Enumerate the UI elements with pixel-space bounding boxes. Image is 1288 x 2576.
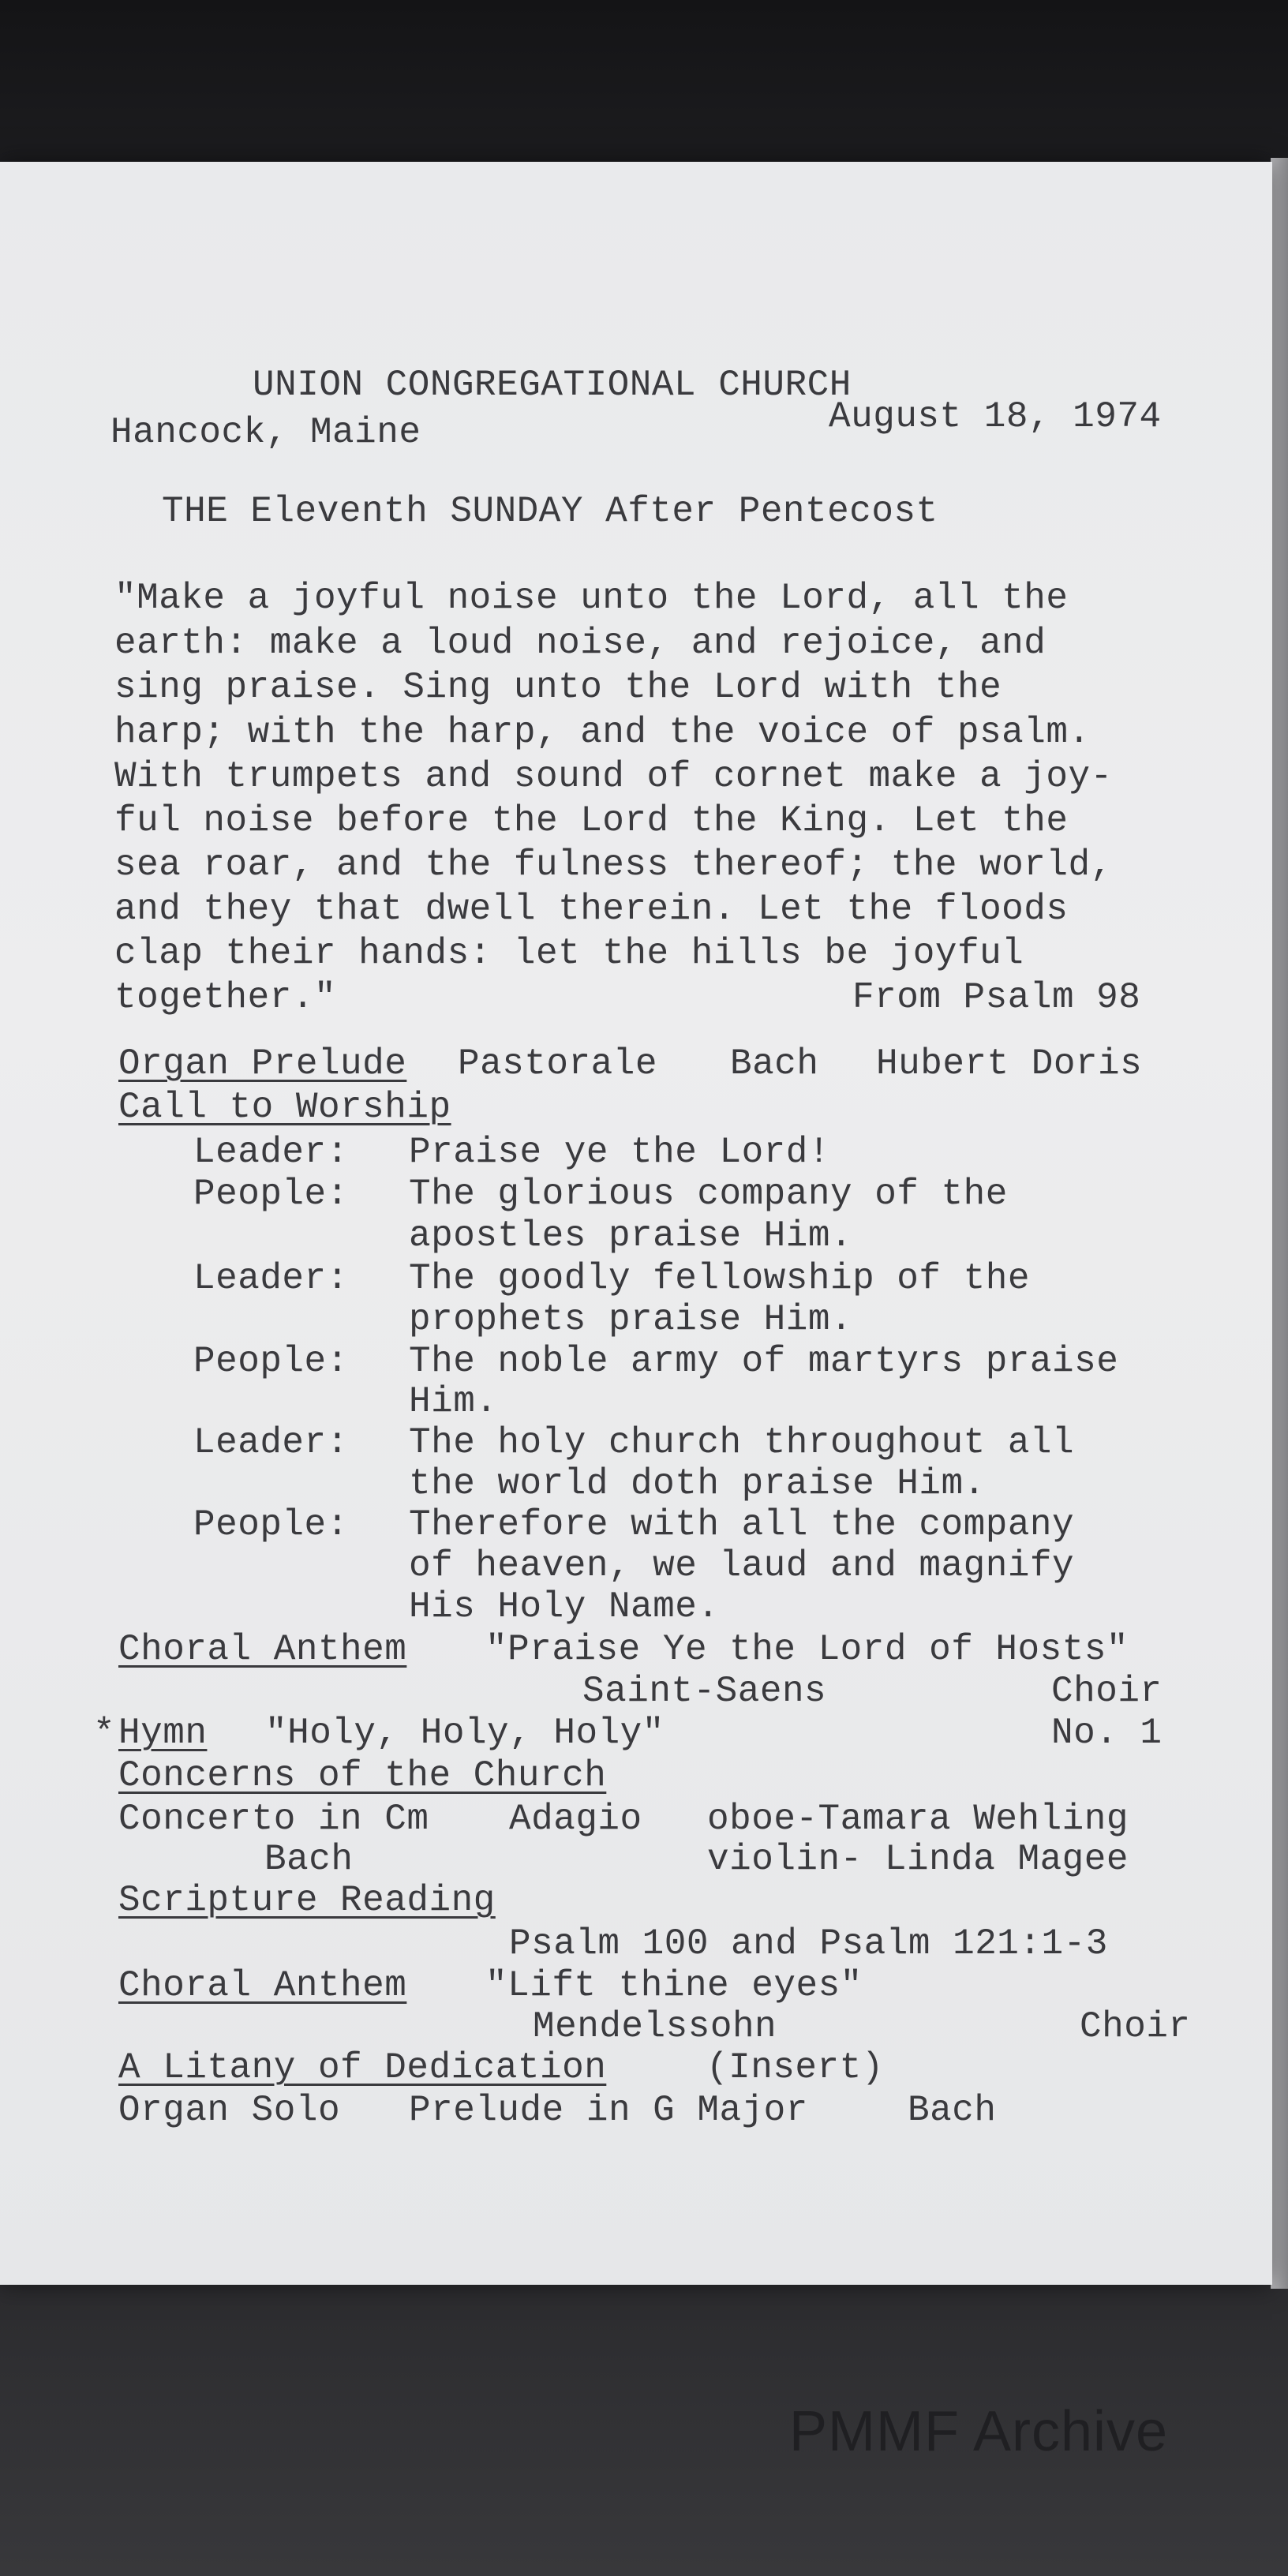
anthem1-performer: Choir: [1051, 1671, 1163, 1712]
epigraph-line: and they that dwell therein. Let the floods: [114, 889, 1069, 930]
hymn-marker: *: [93, 1713, 116, 1754]
response-line: apostles praise Him.: [409, 1215, 853, 1256]
litany-note: (Insert): [706, 2047, 884, 2088]
response-line: The glorious company of the: [409, 1174, 1008, 1215]
epigraph-line: With trumpets and sound of cornet make a joy-: [114, 756, 1113, 797]
litany-label: A Litany of Dedication: [118, 2047, 607, 2088]
prelude-composer: Bach: [730, 1043, 819, 1084]
response-line: prophets praise Him.: [409, 1299, 853, 1340]
epigraph-line: earth: make a loud noise, and rejoice, and: [114, 623, 1046, 664]
church-location: Hancock, Maine: [110, 412, 421, 453]
epigraph-line: sing praise. Sing unto the Lord with the: [114, 667, 1002, 708]
anthem2-composer: Mendelssohn: [533, 2006, 777, 2047]
hymn-label: Hymn: [118, 1713, 208, 1754]
scripture-label: Scripture Reading: [118, 1880, 496, 1921]
concerto-title: Concerto in Cm: [118, 1799, 429, 1840]
speaker-label: People:: [193, 1504, 349, 1545]
concerto-oboe: oboe-Tamara Wehling: [707, 1799, 1129, 1840]
epigraph-line: ful noise before the Lord the King. Let the: [114, 800, 1069, 841]
hymn-number: No. 1: [1051, 1713, 1163, 1754]
response-line: The noble army of martyrs praise: [409, 1341, 1119, 1382]
prelude-label: Organ Prelude: [118, 1043, 407, 1084]
organ-solo-label: Organ Solo: [118, 2090, 341, 2131]
speaker-label: Leader:: [193, 1132, 349, 1173]
anthem1-title: "Praise Ye the Lord of Hosts": [485, 1629, 1129, 1670]
scripture-reading: Psalm 100 and Psalm 121:1-3: [509, 1923, 1108, 1964]
epigraph-line: sea roar, and the fulness thereof; the world,: [114, 844, 1113, 886]
concerto-violin: violin- Linda Magee: [707, 1839, 1129, 1880]
paper-edge: [1271, 158, 1288, 2289]
anthem2-performer: Choir: [1080, 2006, 1191, 2047]
archive-watermark: PMMF Archive: [789, 2400, 1169, 2463]
response-line: Praise ye the Lord!: [409, 1132, 830, 1173]
concerns-label: Concerns of the Church: [118, 1755, 607, 1796]
anthem1-composer: Saint-Saens: [582, 1671, 827, 1712]
response-line: the world doth praise Him.: [409, 1463, 986, 1504]
service-occasion: THE Eleventh SUNDAY After Pentecost: [162, 491, 938, 532]
response-line: The goodly fellowship of the: [409, 1258, 1030, 1299]
epigraph-line: harp; with the harp, and the voice of psalm.: [114, 712, 1091, 753]
prelude-performer: Hubert Doris: [876, 1043, 1143, 1084]
service-date: August 18, 1974: [829, 396, 1162, 437]
concerto-composer: Bach: [264, 1839, 354, 1880]
speaker-label: People:: [193, 1341, 349, 1382]
bulletin-page: [0, 162, 1272, 2285]
response-line: Him.: [409, 1381, 498, 1422]
speaker-label: People:: [193, 1174, 349, 1215]
response-line: The holy church throughout all: [409, 1422, 1075, 1463]
church-name: UNION CONGREGATIONAL CHURCH: [253, 365, 852, 406]
epigraph-source: From Psalm 98: [852, 977, 1141, 1018]
speaker-label: Leader:: [193, 1422, 349, 1463]
epigraph-line: clap their hands: let the hills be joyful: [114, 933, 1024, 974]
organ-solo-piece: Prelude in G Major: [409, 2090, 808, 2131]
epigraph-last-line: together.": [114, 977, 337, 1018]
response-line: Therefore with all the company: [409, 1504, 1075, 1545]
response-line: His Holy Name.: [409, 1586, 720, 1627]
hymn-title: "Holy, Holy, Holy": [265, 1713, 665, 1754]
anthem2-title: "Lift thine eyes": [485, 1965, 863, 2006]
prelude-piece: Pastorale: [458, 1043, 657, 1084]
organ-solo-composer: Bach: [908, 2090, 997, 2131]
speaker-label: Leader:: [193, 1258, 349, 1299]
response-line: of heaven, we laud and magnify: [409, 1545, 1075, 1586]
call-to-worship-label: Call to Worship: [118, 1087, 451, 1128]
epigraph-line: "Make a joyful noise unto the Lord, all the: [114, 578, 1069, 619]
concerto-movement: Adagio: [509, 1799, 642, 1840]
anthem1-label: Choral Anthem: [118, 1629, 407, 1670]
background-top: [0, 0, 1288, 182]
anthem2-label: Choral Anthem: [118, 1965, 407, 2006]
